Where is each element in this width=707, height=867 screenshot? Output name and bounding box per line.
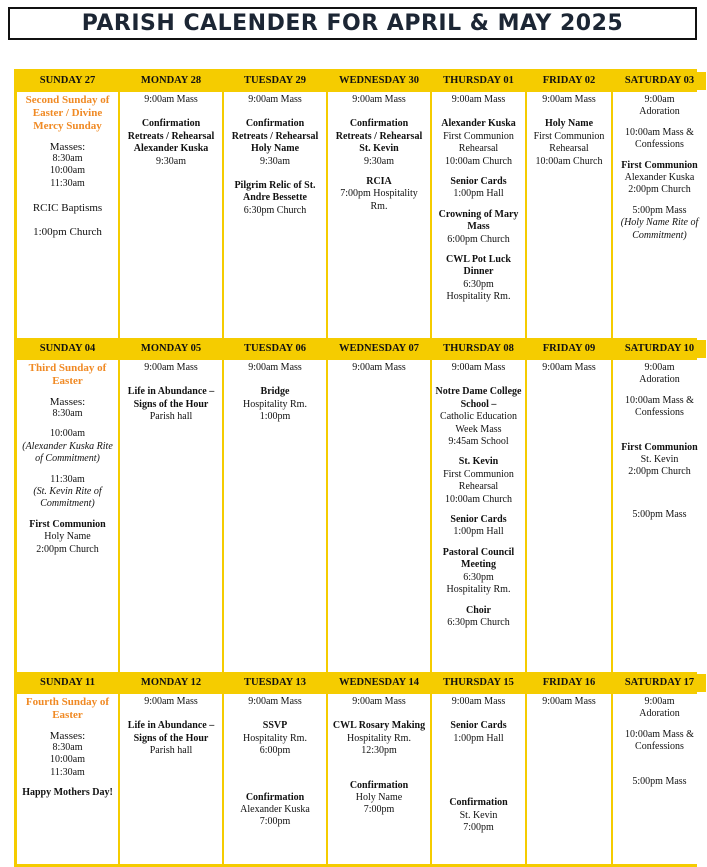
day-header: FRIDAY 16 — [527, 674, 611, 692]
event-detail: First Communion Rehearsal — [443, 468, 514, 493]
feast-title: Fourth Sunday of Easter — [25, 696, 110, 721]
event-title: Pastoral Council Meeting — [442, 546, 515, 571]
event-time: 1:00pm Hall — [453, 732, 504, 744]
day-header: SUNDAY 04 — [17, 340, 118, 358]
event-detail: Alexander Kuska — [133, 143, 209, 155]
event-time: 1:00pm — [259, 411, 291, 423]
day-cell-thu-08 — [432, 360, 525, 672]
day-header: THURSDAY 08 — [432, 340, 525, 358]
mass-time: 10:00am — [50, 165, 85, 177]
daily-mass: 9:00am Mass — [542, 362, 596, 373]
masses-label: Masses: — [49, 396, 86, 408]
event-time: 7:00pm Hospitality Rm. — [340, 188, 418, 212]
daily-mass: 9:00am Mass — [248, 362, 302, 373]
confessions: 10:00am Mass & Confessions — [625, 126, 694, 151]
day-header: TUESDAY 29 — [224, 72, 326, 90]
daily-mass: 9:00am Mass — [451, 696, 506, 707]
event-detail: Parish hall — [149, 745, 193, 757]
event-time: 7:00pm — [259, 816, 291, 828]
day-header: SUNDAY 11 — [17, 674, 118, 692]
evening-mass: 5:00pm Mass — [632, 204, 687, 216]
adoration-time: 9:00am — [644, 362, 675, 373]
day-cell-thu-15 — [432, 694, 525, 864]
event-title: Life in Abundance – Signs of the Hour — [127, 386, 215, 410]
event-detail: Hospitality Rm. — [347, 732, 411, 744]
adoration-time: 9:00am — [644, 696, 675, 707]
event-title: First Communion — [621, 441, 698, 453]
event-time: 12:30pm — [361, 745, 397, 757]
mass-time: 11:30am — [50, 766, 85, 778]
day-header: SATURDAY 10 — [613, 340, 706, 358]
event-title: Pilgrim Relic of St. Andre Bessette — [234, 180, 316, 204]
daily-mass: 9:00am Mass — [144, 94, 198, 105]
day-header: WEDNESDAY 14 — [328, 674, 430, 692]
mass-note: (Holy Name Rite of Commitment) — [620, 217, 699, 241]
daily-mass: 9:00am Mass — [144, 696, 198, 707]
day-header: WEDNESDAY 30 — [328, 72, 430, 90]
day-cell-sun-04 — [17, 360, 118, 672]
event-time: 7:00pm — [363, 804, 395, 816]
event-title: Confirmation Retreats / Rehearsal — [231, 118, 319, 142]
event-detail: Parish hall — [149, 411, 193, 423]
masses-label: Masses: — [49, 730, 86, 742]
event-title: First Communion — [29, 518, 106, 530]
day-header: TUESDAY 06 — [224, 340, 326, 358]
day-header: THURSDAY 01 — [432, 72, 525, 90]
event-title: Bridge — [260, 386, 290, 398]
event-time: 6:30pm — [463, 571, 494, 583]
mass-time: 11:30am — [50, 177, 85, 189]
day-cell-tue-13 — [224, 694, 326, 864]
day-header: MONDAY 12 — [120, 674, 222, 692]
event-title: SSVP — [262, 720, 288, 732]
day-cell-fri-09 — [527, 360, 611, 672]
day-cell-wed-30 — [328, 92, 430, 338]
event-time: 6:30pm — [463, 278, 494, 290]
day-header: FRIDAY 09 — [527, 340, 611, 358]
event-time: 2:00pm Church — [628, 184, 691, 196]
mass-time: 8:30am — [52, 742, 83, 753]
adoration-label: Adoration — [639, 106, 680, 118]
feast-title: Second Sunday of Easter / Divine Mercy Sunday — [25, 94, 110, 132]
day-cell-tue-06 — [224, 360, 326, 672]
day-cell-sun-27 — [17, 92, 118, 338]
event-title: Confirmation — [449, 797, 508, 809]
day-cell-fri-02 — [527, 92, 611, 338]
event-title: Holy Name — [544, 118, 594, 130]
event-title: Crowning of Mary Mass — [438, 208, 519, 233]
daily-mass: 9:00am Mass — [248, 696, 302, 707]
day-header: TUESDAY 13 — [224, 674, 326, 692]
day-cell-sat-17 — [613, 694, 706, 864]
daily-mass: 9:00am Mass — [542, 94, 596, 105]
event-detail: Hospitality Rm. — [243, 732, 307, 744]
day-cell-mon-05 — [120, 360, 222, 672]
day-cell-thu-01 — [432, 92, 525, 338]
day-header: SATURDAY 03 — [613, 72, 706, 90]
daily-mass: 9:00am Mass — [451, 94, 506, 105]
feast-title: Third Sunday of Easter — [28, 362, 107, 387]
page-title: PARISH CALENDER FOR APRIL & MAY 2025 — [81, 11, 624, 36]
event-title: Choir — [466, 604, 491, 616]
mass-time: 8:30am — [52, 153, 83, 164]
event-detail: St. Kevin — [640, 454, 679, 466]
day-header: FRIDAY 02 — [527, 72, 611, 90]
event-title: Confirmation Retreats / Rehearsal — [335, 118, 423, 142]
adoration-label: Adoration — [639, 374, 680, 386]
day-cell-sun-11 — [17, 694, 118, 864]
daily-mass: 9:00am Mass — [451, 362, 506, 373]
event-title: Confirmation — [245, 791, 305, 803]
day-cell-wed-07 — [328, 360, 430, 672]
mass-note: (Alexander Kuska Rite of Commitment) — [22, 440, 113, 465]
mass-time: 10:00am — [50, 428, 85, 440]
event-title: First Communion — [621, 159, 698, 171]
event-time: 6:00pm Church — [447, 233, 510, 245]
daily-mass: 9:00am Mass — [248, 94, 302, 105]
event-time: 2:00pm Church — [628, 466, 691, 478]
day-header: SUNDAY 27 — [17, 72, 118, 90]
daily-mass: 9:00am Mass — [542, 696, 596, 707]
event-time: 9:30am — [156, 155, 186, 167]
day-header: THURSDAY 15 — [432, 674, 525, 692]
event-detail: Holy Name — [44, 531, 91, 543]
event-title: Confirmation Retreats / Rehearsal — [127, 118, 215, 142]
event-title: Senior Cards — [450, 176, 507, 188]
title-banner — [8, 7, 697, 40]
event-title: Senior Cards — [450, 720, 507, 732]
mass-note: (St. Kevin Rite of Commitment) — [33, 486, 102, 510]
day-cell-mon-28 — [120, 92, 222, 338]
event-title: Senior Cards — [450, 514, 507, 526]
event-time: 9:30am — [260, 155, 290, 167]
event-time: 7:00pm — [463, 822, 494, 834]
event-detail: Hospitality Rm. — [243, 398, 307, 410]
day-header: MONDAY 28 — [120, 72, 222, 90]
event-time: 2:00pm Church — [36, 543, 99, 555]
day-header: SATURDAY 17 — [613, 674, 706, 692]
daily-mass: 9:00am Mass — [352, 696, 406, 707]
event-time: 1:00pm Hall — [453, 526, 504, 538]
event-detail: Catholic Education Week Mass — [440, 411, 517, 435]
event-title: Alexander Kuska — [441, 118, 516, 130]
event-title: Life in Abundance – Signs of the Hour — [127, 720, 215, 744]
event-place: Hospitality Rm. — [446, 584, 511, 596]
event-time: 9:45am School — [448, 436, 509, 448]
event-detail: Holy Name — [250, 143, 300, 155]
event-title: CWL Pot Luck Dinner — [445, 254, 511, 278]
day-cell-tue-29 — [224, 92, 326, 338]
mass-time: 11:30am — [50, 473, 85, 485]
adoration-time: 9:00am — [644, 94, 675, 105]
daily-mass: 9:00am Mass — [352, 94, 406, 105]
confessions: 10:00am Mass & Confessions — [625, 394, 694, 419]
event-title: St. Kevin — [458, 456, 499, 468]
event-time: 10:00am Church — [535, 155, 603, 167]
event-time: 6:00pm — [259, 745, 291, 757]
event-title: RCIA — [366, 176, 392, 188]
event-time: 10:00am Church — [445, 493, 512, 505]
day-cell-sat-03 — [613, 92, 706, 338]
mass-time: 8:30am — [52, 408, 83, 419]
event-detail: Alexander Kuska — [240, 804, 310, 816]
event-time: 9:30am — [364, 155, 394, 167]
mass-time: 10:00am — [50, 754, 85, 766]
masses-label: Masses: — [49, 141, 86, 153]
event-time: 6:30pm Church — [243, 204, 307, 216]
event-time: 1:00pm Hall — [453, 188, 504, 200]
day-header: MONDAY 05 — [120, 340, 222, 358]
day-cell-wed-14 — [328, 694, 430, 864]
event-detail: St. Kevin — [459, 809, 498, 821]
day-cell-fri-16 — [527, 694, 611, 864]
adoration-label: Adoration — [639, 708, 680, 720]
day-header: WEDNESDAY 07 — [328, 340, 430, 358]
event-title: Confirmation — [349, 779, 409, 791]
day-cell-mon-12 — [120, 694, 222, 864]
daily-mass: 9:00am Mass — [352, 362, 406, 373]
day-cell-sat-10 — [613, 360, 706, 672]
event-detail: St. Kevin — [359, 143, 399, 155]
event-title: Happy Mothers Day! — [22, 787, 113, 799]
evening-mass: 5:00pm Mass — [632, 508, 687, 520]
event-time: 10:00am Church — [445, 155, 512, 167]
confessions: 10:00am Mass & Confessions — [625, 728, 694, 753]
event-title: RCIC Baptisms — [32, 202, 103, 215]
event-detail: First Communion Rehearsal — [533, 130, 605, 155]
daily-mass: 9:00am Mass — [144, 362, 198, 373]
event-title: Notre Dame College School – — [435, 386, 522, 410]
event-time: 6:30pm Church — [447, 616, 510, 628]
calendar-grid — [14, 69, 697, 867]
event-time: 1:00pm Church — [33, 226, 102, 239]
event-detail: Alexander Kuska — [624, 172, 695, 184]
event-place: Hospitality Rm. — [446, 291, 511, 303]
event-detail: First Communion Rehearsal — [443, 130, 514, 155]
event-detail: Holy Name — [355, 792, 403, 804]
event-title: CWL Rosary Making — [332, 720, 426, 732]
evening-mass: 5:00pm Mass — [632, 775, 687, 787]
